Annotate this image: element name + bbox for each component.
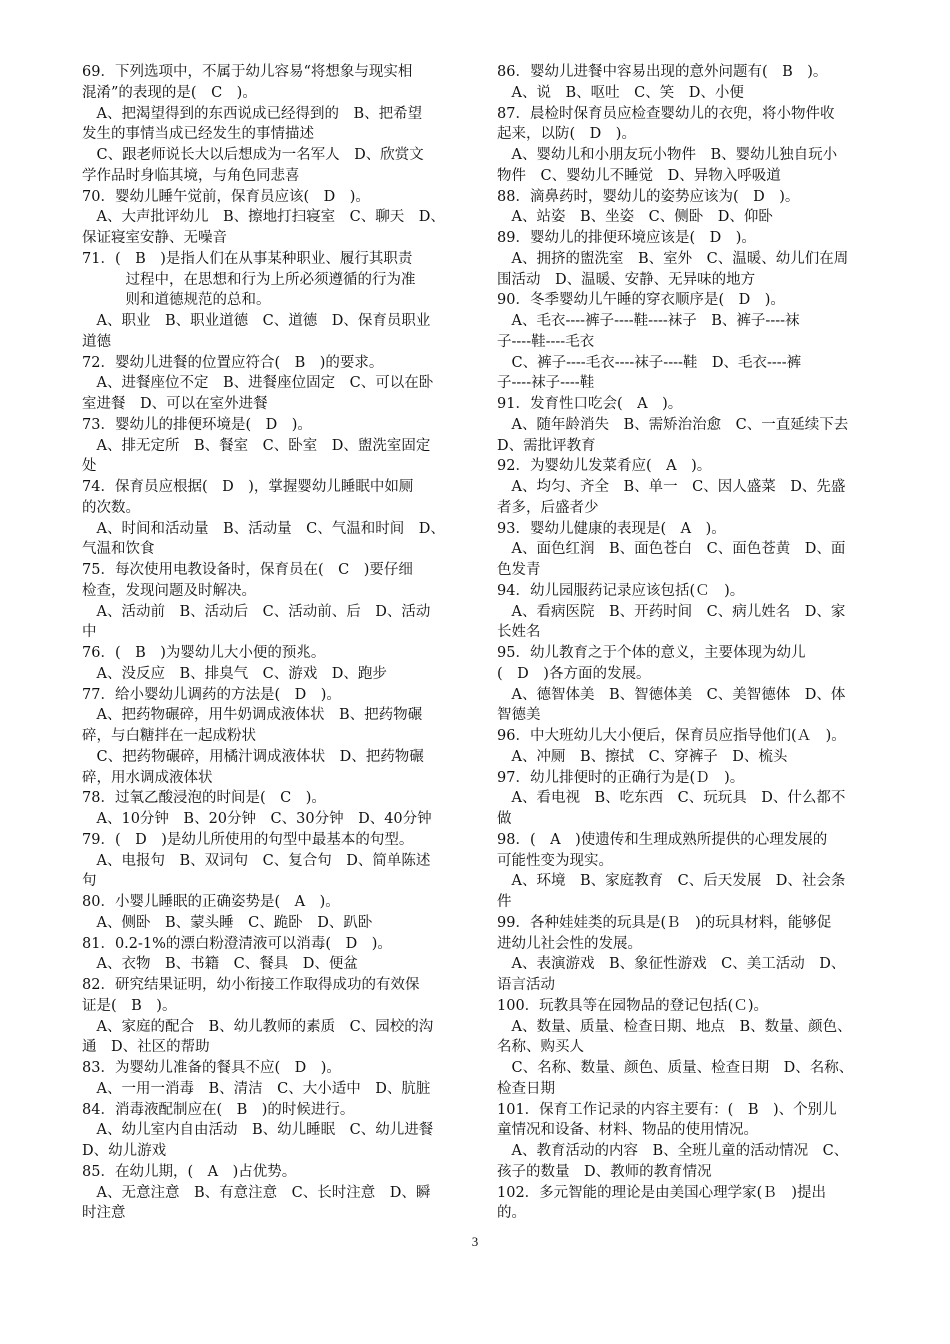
text-line: 78．过氧乙酸浸泡的时间是( C )。 — [82, 790, 326, 807]
text-line: A、毛衣----裤子----鞋----袜子 B、裤子----袜 — [497, 313, 800, 329]
text-line: 100．玩教具等在园物品的登记包括(Ｃ)。 — [497, 997, 768, 1014]
text-line: 物件 C、婴幼儿不睡觉 D、异物入呼吸道 — [497, 167, 781, 184]
text-line: 者多，后盛者少 — [497, 499, 599, 516]
text-line: A、无意注意 B、有意注意 C、长时注意 D、瞬 — [82, 1184, 431, 1201]
text-line: A、看病医院 B、开药时间 C、病儿姓名 D、家 — [497, 603, 846, 620]
text-line: 87．晨检时保育员应检查婴幼儿的衣兜，将小物件收 — [497, 105, 835, 122]
text-line: 75．每次使用电教设备时，保育员在( C )要仔细 — [82, 562, 413, 578]
text-line: 保证寝室安静、无噪音 — [82, 230, 227, 246]
text-line: 101．保育工作记录的内容主要有：( B )、个别儿 — [497, 1101, 837, 1118]
text-line: A、冲厕 B、擦拭 C、穿裤子 D、梳头 — [497, 748, 788, 765]
text-line: 子----袜子----鞋 — [497, 375, 595, 392]
text-line: 进幼儿社会性的发展。 — [497, 935, 642, 952]
text-line: 检查日期 — [497, 1080, 555, 1097]
text-line: D、需批评教育 — [497, 437, 596, 454]
text-line: A、没反应 B、排臭气 C、游戏 D、跑步 — [82, 665, 387, 682]
text-line: 的。 — [497, 1205, 526, 1222]
text-line: A、表演游戏 B、象征性游戏 C、美工活动 D、 — [497, 956, 846, 973]
text-line: 69．下列选项中，不属于幼儿容易“将想象与现实相 — [82, 64, 413, 80]
text-line: 99．各种娃娃类的玩具是(Ｂ )的玩具材料，能够促 — [497, 914, 832, 931]
text-line: A、电报句 B、双词句 C、复合句 D、简单陈述 — [82, 852, 431, 869]
text-line: 处 — [82, 458, 97, 475]
text-line: 79．( D )是幼儿所使用的句型中最基本的句型。 — [82, 831, 414, 848]
text-line: 86．婴幼儿进餐中容易出现的意外问题有( B )。 — [497, 64, 828, 80]
text-line: 证是( B )。 — [82, 997, 177, 1014]
text-line: 96．中大班幼儿大小便后，保育员应指导他们(Ａ )。 — [497, 728, 846, 744]
text-line: C、跟老师说长大以后想成为一名军人 D、欣赏文 — [82, 147, 424, 163]
text-line: 76．( B )为婴幼儿大小便的预兆。 — [82, 645, 326, 661]
text-line: 80．小婴儿睡眠的正确姿势是( A )。 — [82, 894, 340, 910]
text-line: A、10分钟 B、20分钟 C、30分钟 D、40分钟 — [82, 811, 432, 827]
text-line: A、时间和活动量 B、活动量 C、气温和时间 D、 — [82, 520, 445, 537]
text-line: A、活动前 B、活动后 C、活动前、后 D、活动 — [82, 603, 431, 620]
text-line: 智德美 — [497, 707, 541, 724]
text-line: 72．婴幼儿进餐的位置应符合( B )的要求。 — [82, 354, 384, 371]
page-number: 3 — [471, 1234, 479, 1249]
text-line: A、说 B、呕吐 C、笑 D、小便 — [497, 84, 744, 101]
text-line: A、拥挤的盥洗室 B、室外 C、温暖、幼儿们在周 — [497, 250, 849, 267]
text-line: 名称、购买人 — [497, 1039, 584, 1056]
text-line: 童情况和设备、材料、物品的使用情况。 — [497, 1122, 758, 1139]
text-line: ( D )各方面的发展。 — [497, 665, 651, 682]
text-line: A、把渴望得到的东西说成已经得到的 B、把希望 — [82, 105, 423, 122]
text-line: 可能性变为现实。 — [497, 852, 613, 869]
text-line: 起来，以防( D )。 — [497, 126, 636, 143]
text-line: 过程中，在思想和行为上所必须遵循的行为准 — [82, 271, 416, 288]
text-line: 81．0.2-1%的漂白粉澄清液可以消毒( D )。 — [82, 935, 392, 952]
text-line: 的次数。 — [82, 499, 140, 516]
text-line: 碎，与白糖拌在一起成粉状 — [82, 728, 256, 744]
text-line: 子----鞋----毛衣 — [497, 333, 595, 350]
text-line: 73．婴幼儿的排便环境是( D )。 — [82, 416, 312, 433]
text-line: 学作品时身临其境，与角色同悲喜 — [82, 167, 300, 184]
text-line: 则和道德规范的总和。 — [82, 292, 271, 309]
text-line: A、排无定所 B、餐室 C、卧室 D、盥洗室固定 — [82, 437, 431, 454]
text-line: 74．保育员应根据( D )，掌握婴幼儿睡眠中如厕 — [82, 479, 414, 495]
text-line: A、侧卧 B、蒙头睡 C、跪卧 D、趴卧 — [82, 914, 373, 931]
text-line: A、环境 B、家庭教育 C、后天发展 D、社会条 — [497, 873, 846, 890]
text-line: 中 — [82, 624, 97, 641]
text-line: 83．为婴幼儿准备的餐具不应( D )。 — [82, 1060, 341, 1076]
text-line: 混淆”的表现的是( C )。 — [82, 84, 257, 101]
right-column — [497, 62, 867, 1224]
text-line: A、一用一消毒 B、清洁 C、大小适中 D、肮脏 — [82, 1080, 431, 1097]
text-line: 件 — [497, 894, 512, 910]
text-line: A、大声批评幼儿 B、擦地打扫寝室 C、聊天 D、 — [82, 209, 445, 226]
text-line: 碎，用水调成液体状 — [82, 769, 213, 786]
text-line: A、家庭的配合 B、幼儿教师的素质 C、园校的沟 — [82, 1018, 434, 1035]
text-line: C、名称、数量、颜色、质量、检查日期 D、名称、 — [497, 1060, 854, 1076]
text-line: 94．幼儿园服药记录应该包括(Ｃ )。 — [497, 582, 745, 599]
text-line: 围活动 D、温暖、安静、无异味的地方 — [497, 271, 756, 288]
text-line: 90．冬季婴幼儿午睡的穿衣顺序是( D )。 — [497, 292, 785, 309]
text-line: A、幼儿室内自由活动 B、幼儿睡眠 C、幼儿进餐 — [82, 1122, 434, 1139]
text-line: A、数量、质量、检查日期、地点 B、数量、颜色、 — [497, 1018, 852, 1035]
text-line: 84．消毒液配制应在( B )的时候进行。 — [82, 1101, 355, 1118]
text-line: 发生的事情当成已经发生的事情描述 — [82, 126, 314, 143]
text-line: 孩子的数量 D、教师的教育情况 — [497, 1163, 712, 1180]
text-line: 82．研究结果证明，幼小衔接工作取得成功的有效保 — [82, 977, 420, 993]
text-line: 句 — [82, 873, 97, 890]
text-line: A、面色红润 B、面色苍白 C、面色苍黄 D、面 — [497, 541, 846, 558]
text-line: 71．( B )是指人们在从事某种职业、履行其职责 — [82, 250, 413, 267]
text-line: 室进餐 D、可以在室外进餐 — [82, 396, 268, 412]
text-line: A、进餐座位不定 B、进餐座位固定 C、可以在卧 — [82, 375, 434, 392]
text-line: A、把药物碾碎，用牛奶调成液体状 B、把药物碾 — [82, 707, 423, 724]
text-line: 95．幼儿教育之于个体的意义，主要体现为幼儿 — [497, 645, 806, 661]
text-line: A、德智体美 B、智德体美 C、美智德体 D、体 — [497, 686, 846, 703]
text-line: A、婴幼儿和小朋友玩小物件 B、婴幼儿独自玩小 — [497, 147, 838, 163]
text-line: 91．发育性口吃会( A )。 — [497, 396, 683, 412]
text-line: 93．婴幼儿健康的表现是( A )。 — [497, 520, 726, 537]
text-line: C、裤子----毛衣----袜子----鞋 D、毛衣----裤 — [497, 354, 802, 371]
text-line: 89．婴幼儿的排便环境应该是( D )。 — [497, 230, 756, 246]
text-line: 97．幼儿排便时的正确行为是(Ｄ )。 — [497, 769, 745, 786]
text-line: 时注意 — [82, 1205, 126, 1222]
text-line: A、看电视 B、吃东西 C、玩玩具 D、什么都不 — [497, 790, 846, 807]
text-line: 85．在幼儿期，( A )占优势。 — [82, 1163, 297, 1180]
text-line: 70．婴幼儿睡午觉前，保育员应该( D )。 — [82, 188, 370, 205]
text-line: C、把药物碾碎，用橘汁调成液体状 D、把药物碾 — [82, 748, 424, 765]
text-line: 77．给小婴幼儿调药的方法是( D )。 — [82, 686, 341, 703]
text-line: 98．( A )使遗传和生理成熟所提供的心理发展的 — [497, 831, 828, 848]
text-line: A、均匀、齐全 B、单一 C、因人盛菜 D、先盛 — [497, 479, 846, 495]
text-line: 长姓名 — [497, 624, 541, 641]
text-line: A、随年龄消失 B、需矫治治愈 C、一直延续下去 — [497, 416, 849, 433]
text-line: A、衣物 B、书籍 C、餐具 D、便盆 — [82, 956, 358, 973]
text-line: 检查，发现问题及时解决。 — [82, 582, 256, 599]
text-line: 道德 — [82, 333, 111, 350]
text-line: 气温和饮食 — [82, 541, 155, 558]
text-line: 通 D、社区的帮助 — [82, 1039, 210, 1056]
text-line: 做 — [497, 811, 512, 827]
text-line: A、站姿 B、坐姿 C、侧卧 D、仰卧 — [497, 209, 773, 226]
text-line: 88．滴鼻药时，婴幼儿的姿势应该为( D )。 — [497, 188, 800, 205]
text-line: A、教育活动的内容 B、全班儿童的活动情况 C、 — [497, 1143, 849, 1159]
text-line: 色发青 — [497, 562, 541, 578]
text-line: D、幼儿游戏 — [82, 1143, 167, 1159]
text-line: 92．为婴幼儿发菜肴应( A )。 — [497, 458, 712, 475]
text-line: 102．多元智能的理论是由美国心理学家(Ｂ )提出 — [497, 1184, 826, 1201]
text-line: A、职业 B、职业道德 C、道德 D、保育员职业 — [82, 313, 431, 329]
left-column — [82, 62, 452, 1224]
text-line: 语言活动 — [497, 977, 555, 993]
